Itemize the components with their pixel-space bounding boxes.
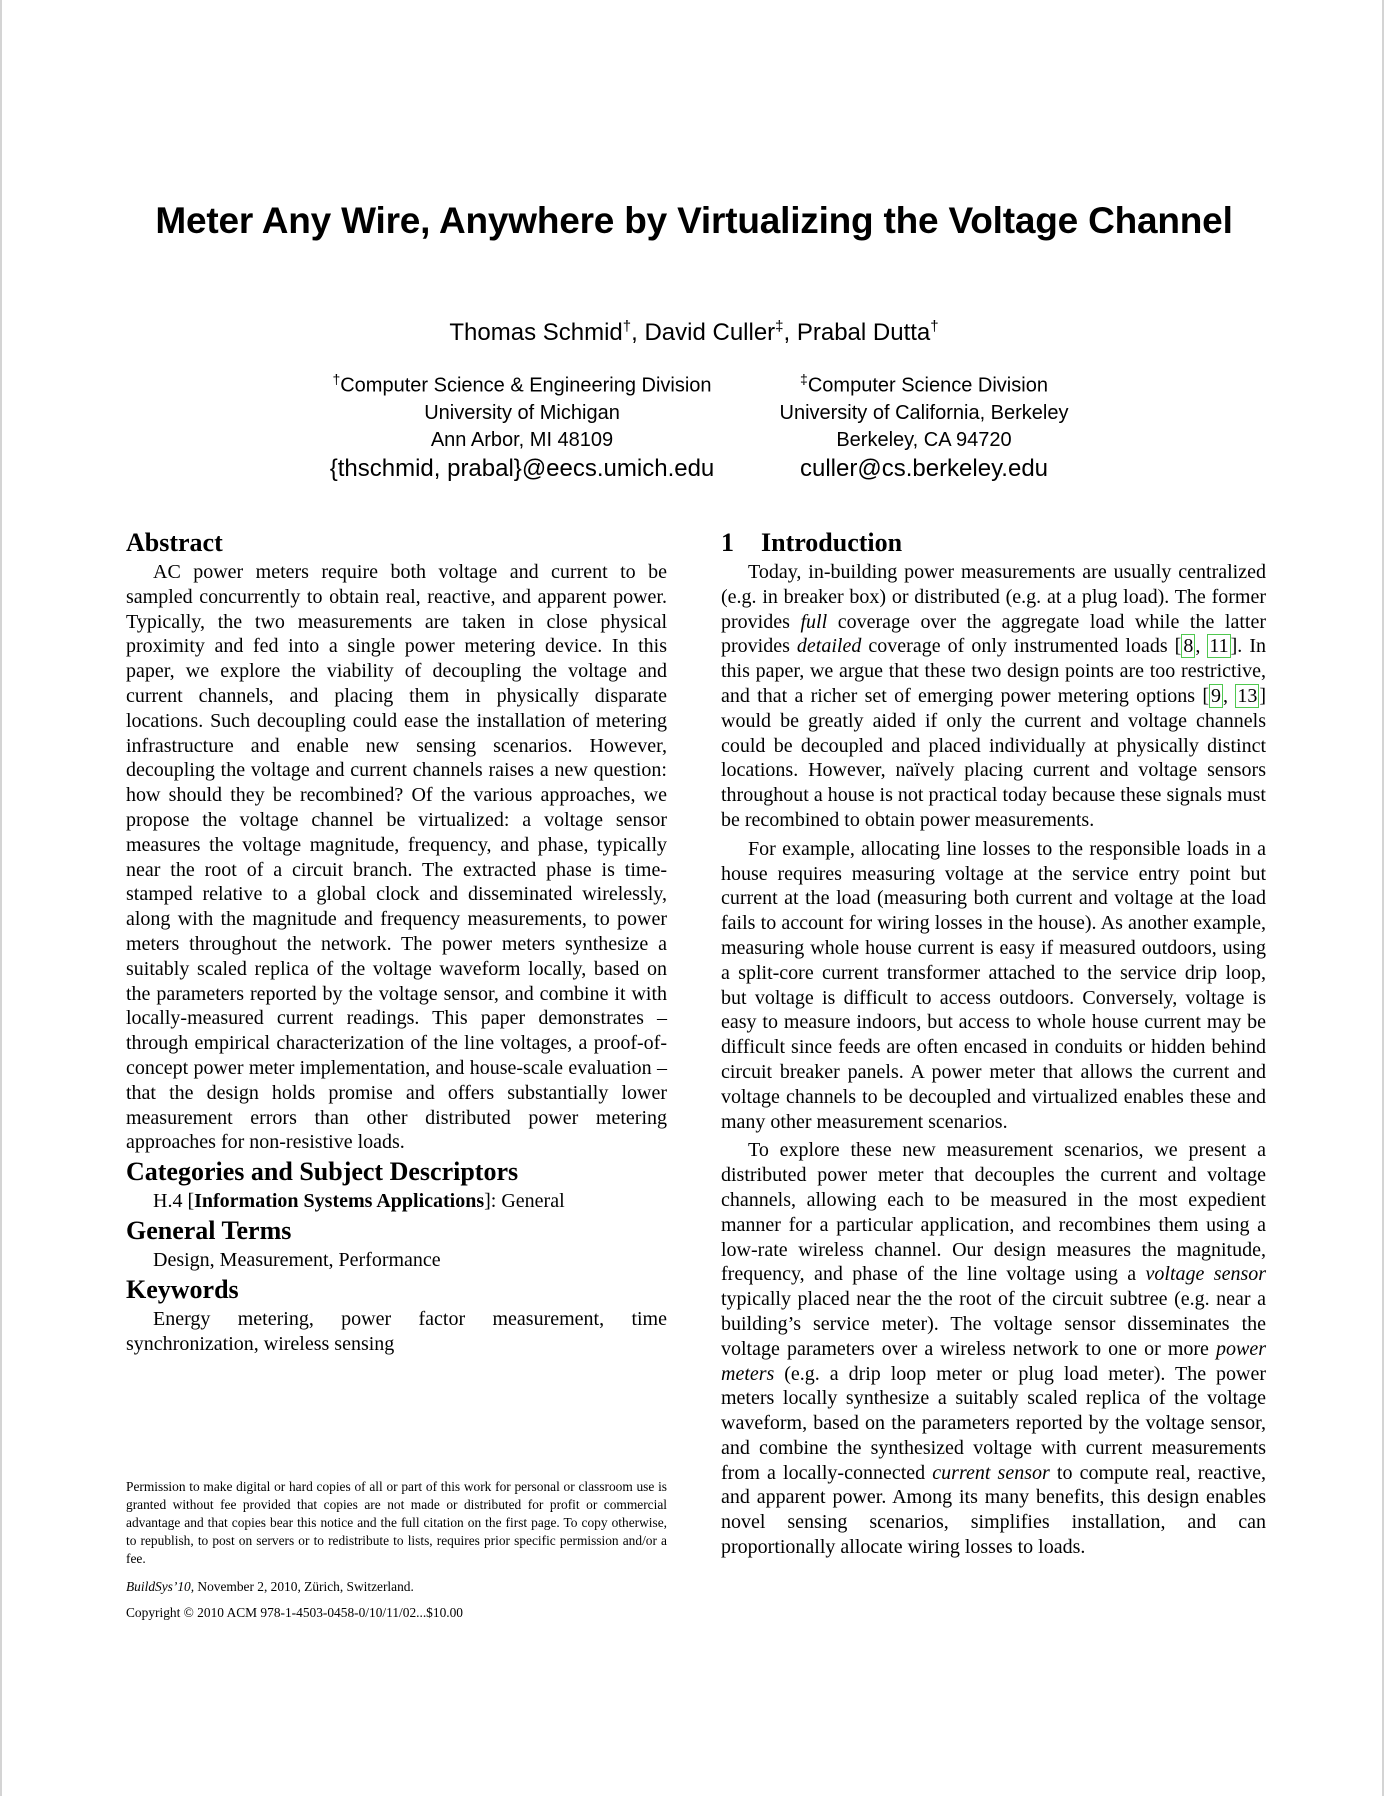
- affiliation-division: [704, 366, 1144, 400]
- category-rest: ]: General: [484, 1190, 565, 1213]
- author-name: David Culler: [644, 319, 776, 346]
- right-column: [721, 526, 1266, 1560]
- keywords-heading: Keywords: [126, 1274, 239, 1304]
- affiliation-address: Berkeley, CA 94720: [836, 428, 1012, 451]
- intro-paragraph-1: [721, 560, 1266, 833]
- affiliation-division-name: Computer Science Division: [807, 374, 1048, 397]
- author-separator: ,: [783, 319, 797, 346]
- affiliation-email: culler@cs.berkeley.edu: [799, 454, 1049, 482]
- general-terms-heading: General Terms: [126, 1215, 292, 1245]
- affiliation-mark: †: [930, 318, 939, 335]
- author-list: [2, 318, 1384, 347]
- intro-text: coverage over the aggregate load while the latter provides: [721, 610, 1266, 658]
- intro-text: ] would be greatly aided if only the current and voltage channels could be decoupled and placed individually at physically distinct locations. However, naïvely placing current and voltage sensors throughout a house is not practical today because these signals must be recombined to obtain power measurements.: [721, 684, 1267, 831]
- affiliation-university: University of California, Berkeley: [779, 401, 1069, 424]
- copyright-line: Copyright © 2010 ACM 978-1-4503-0458-0/10/11/02...$10.00: [126, 1605, 464, 1620]
- affiliation-mark: ‡: [800, 371, 808, 387]
- left-column: [126, 526, 667, 1356]
- venue-line: [126, 1578, 667, 1596]
- citation-link-9[interactable]: 9: [1211, 684, 1222, 707]
- categories-text: [153, 1189, 667, 1214]
- intro-text: ]. In this paper, we argue that these two design points are too restrictive, and that a richer set of emerging power metering options [: [721, 635, 1266, 707]
- intro-text: To explore these new measurement scenarios, we present a distributed power meter that decouples the current and voltage channels, allowing each to be measured in the most expedient manner for a particular application, and recombines them using a low-rate wireless channel. Our design measures the magnitude, frequency, and phase of the line voltage using a: [721, 1139, 1266, 1286]
- intro-text: to compute real, reactive, and apparent power. Among its many benefits, this design enables novel sensing scenarios, simplifies installation, and can proportionally allocate wiring losses to loads.: [721, 1461, 1266, 1559]
- abstract-text: AC power meters require both voltage and current to be sampled concurrently to obtain real, reactive, and apparent power. Typically, the two measurements are taken in close physical proximity and fed into a single power metering device. In this paper, we explore the viability of decoupling the voltage and current channels, and placing them in physically disparate locations. Such decoupling could ease the installation of metering infrastructure and enable new sensing scenarios. However, decoupling the voltage and current channels raises a new question: how should they be recombined? Of the various approaches, we propose the voltage channel be virtualized: a voltage sensor measures the voltage magnitude, frequency, and phase, typically near the root of a circuit branch. The extracted phase is time-stamped relative to a global clock and disseminated wirelessly, along with the magnitude and frequency measurements, to power meters throughout the network. The power meters synthesize a suitably scaled replica of the voltage waveform locally, based on the parameters reported by the voltage sensor, and combine it with locally-measured current readings. This paper demonstrates – through empirical characterization of the line voltages, a proof-of-concept power meter implementation, and house-scale evaluation – that the design holds promise and offers substantially lower measurement errors than other distributed power metering approaches for non-resistive loads.: [126, 561, 667, 1154]
- venue-details: November 2, 2010, Zürich, Switzerland.: [194, 1579, 414, 1594]
- intro-text: ,: [1195, 635, 1208, 658]
- intro-text: ,: [1223, 684, 1236, 707]
- citation-link-8[interactable]: 8: [1183, 635, 1194, 658]
- category-name: Information Systems Applications: [194, 1190, 485, 1213]
- author-separator: ,: [631, 319, 645, 346]
- permission-footnote: [126, 1478, 667, 1622]
- affiliation-mark: †: [622, 318, 632, 335]
- citation-link-13[interactable]: 13: [1237, 684, 1258, 707]
- section-title: Introduction: [761, 528, 903, 557]
- affiliation-mark: †: [332, 371, 341, 387]
- categories-heading: Categories and Subject Descriptors: [126, 1157, 519, 1187]
- intro-emphasis: full: [800, 610, 828, 633]
- general-terms-text: Design, Measurement, Performance: [153, 1248, 441, 1271]
- abstract-heading: Abstract: [126, 528, 223, 557]
- intro-paragraph-2: For example, allocating line losses to the responsible loads in a house requires measuring voltage at the service entry point but current at the load (measuring both current and voltage at the load fails to account for wiring losses in the house). As another example, measuring whole house current is easy if measured outdoors, using a split-core current transformer attached to the service drip loop, but voltage is difficult to access outdoors. Conversely, voltage is easy to measure indoors, but access to whole house current may be difficult since feeds are often encased in conduits or hidden behind circuit breaker panels. A power meter that allows the current and voltage channels to be decoupled and virtualized enables these and many other measurement scenarios.: [721, 837, 1266, 1133]
- affiliation-michigan: [302, 366, 742, 484]
- intro-emphasis: power meters: [721, 1337, 1266, 1385]
- intro-emphasis: voltage sensor: [1145, 1263, 1267, 1286]
- affiliation-address: Ann Arbor, MI 48109: [430, 428, 614, 451]
- section-number: 1: [721, 528, 734, 557]
- introduction-heading: [721, 526, 1266, 560]
- affiliation-berkeley: [704, 366, 1144, 484]
- venue-name: BuildSys’10,: [126, 1579, 195, 1594]
- affiliation-mark: ‡: [775, 318, 784, 335]
- author-name: Prabal Dutta: [796, 319, 931, 346]
- intro-text: coverage of only instrumented loads [: [861, 635, 1182, 658]
- permission-text: Permission to make digital or hard copies of all or part of this work for personal or classroom use is granted without fee provided that copies are not made or distributed for profit or commercial advantage and that copies bear this notice and the full citation on the first page. To copy otherwise, to republish, to post on servers or to redistribute to lists, requires prior specific permission and/or a fee.: [126, 1479, 667, 1566]
- affiliation-email: {thschmid, prabal}@eecs.umich.edu: [329, 454, 715, 482]
- affiliation-university: University of Michigan: [424, 401, 620, 424]
- affiliation-division-name: Computer Science & Engineering Division: [340, 374, 712, 397]
- affiliation-division: [302, 366, 742, 400]
- intro-emphasis: current sensor: [932, 1461, 1050, 1484]
- category-code: H.4 [: [153, 1190, 195, 1213]
- intro-text: Today, in-building power measurements are usually centralized (e.g. in breaker box) or distributed (e.g. at a plug load). The former provides: [721, 561, 1266, 633]
- citation-link-11[interactable]: 11: [1209, 635, 1229, 658]
- paper-title: Meter Any Wire, Anywhere by Virtualizing the Voltage Channel: [155, 200, 1233, 241]
- author-name: Thomas Schmid: [449, 319, 623, 346]
- intro-emphasis: detailed: [796, 635, 862, 658]
- intro-text: typically placed near the the root of the circuit subtree (e.g. near a building’s service meter). The voltage sensor disseminates the voltage parameters over a wireless network to one or more: [721, 1288, 1266, 1360]
- intro-paragraph-3: [721, 1138, 1266, 1560]
- intro-text: (e.g. a drip loop meter or plug load meter). The power meters locally synthesize a suitably scaled replica of the voltage waveform, based on the parameters reported by the voltage sensor, and combine the synthesized voltage with current measurements from a locally-connected: [721, 1362, 1266, 1484]
- keywords-text: Energy metering, power factor measurement, time synchronization, wireless sensing: [126, 1307, 667, 1355]
